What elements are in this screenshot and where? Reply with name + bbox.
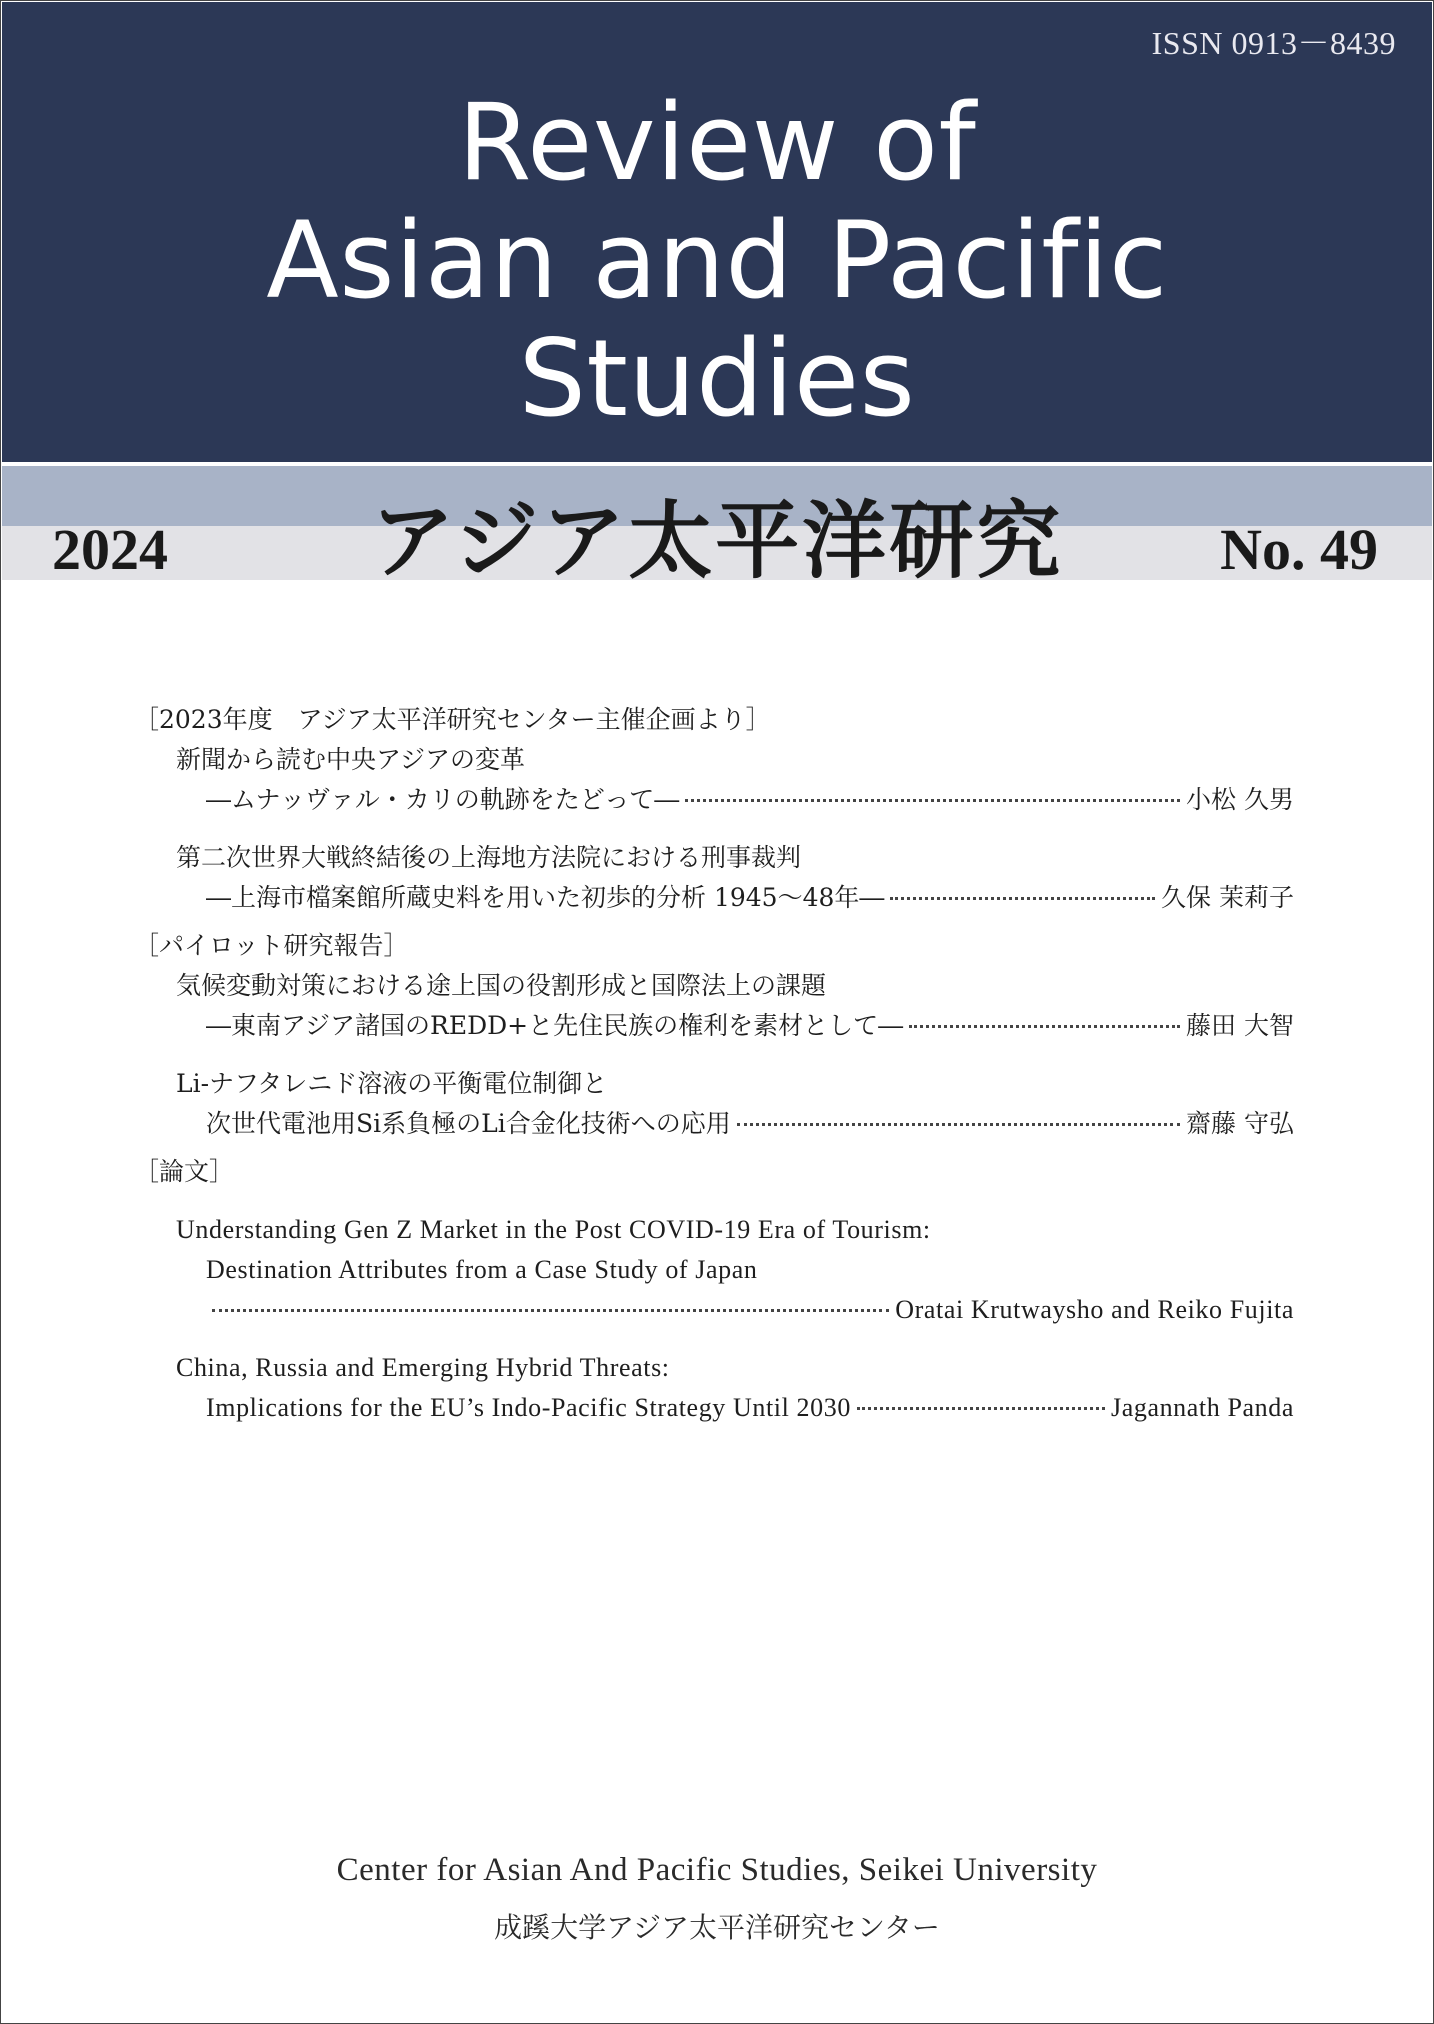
article-title: 新聞から読む中央アジアの変革 bbox=[176, 745, 526, 774]
article-subtitle: ―東南アジア諸国のREDD+と先住民族の権利を素材として― bbox=[206, 1011, 904, 1040]
issn-number: ISSN 0913－8439 bbox=[1151, 25, 1396, 61]
dot-leader bbox=[857, 1407, 1105, 1410]
section-heading: ［論文］ bbox=[134, 1157, 235, 1186]
article-title: 第二次世界大戦終結後の上海地方法院における刑事裁判 bbox=[176, 843, 802, 872]
article-byline bbox=[206, 780, 1294, 820]
article-author: Oratai Krutwaysho and Reiko Fujita bbox=[895, 1295, 1294, 1324]
article-subtitle: ―ムナッヴァル・カリの軌跡をたどって― bbox=[206, 785, 680, 814]
article-byline bbox=[206, 1006, 1294, 1046]
journal-title-line: Asian and Pacific bbox=[266, 199, 1168, 322]
title-banner bbox=[2, 2, 1432, 462]
issue-year: 2024 bbox=[52, 517, 168, 582]
toc-entry bbox=[176, 838, 1294, 918]
section-heading: ［2023年度 アジア太平洋研究センター主催企画より］ bbox=[134, 705, 771, 734]
dot-leader bbox=[909, 1025, 1180, 1028]
article-title: China, Russia and Emerging Hybrid Threats: bbox=[176, 1353, 670, 1382]
japanese-title: アジア太平洋研究 bbox=[370, 491, 1064, 590]
article-byline bbox=[206, 1388, 1294, 1428]
article-byline bbox=[206, 1104, 1294, 1144]
toc-entry bbox=[176, 1210, 1294, 1330]
publisher-name-english: Center for Asian And Pacific Studies, Seikei University bbox=[336, 1852, 1098, 1888]
article-byline bbox=[206, 878, 1294, 918]
article-author: 小松 久男 bbox=[1186, 785, 1294, 814]
toc-entry bbox=[176, 1064, 1294, 1144]
dot-leader bbox=[737, 1123, 1180, 1126]
article-title: 気候変動対策における途上国の役割形成と国際法上の課題 bbox=[176, 971, 827, 1000]
section-heading: ［パイロット研究報告］ bbox=[134, 931, 409, 960]
toc-entry bbox=[176, 1348, 1294, 1428]
journal-title-line: Studies bbox=[518, 317, 916, 440]
publisher-name-japanese: 成蹊大学アジア太平洋研究センター bbox=[494, 1911, 940, 1944]
toc-entry bbox=[176, 740, 1294, 820]
dot-leader bbox=[685, 799, 1180, 802]
article-author: 藤田 大智 bbox=[1186, 1011, 1294, 1040]
article-subtitle: ―上海市檔案館所蔵史料を用いた初歩的分析 1945～48年― bbox=[206, 883, 885, 912]
article-title: Understanding Gen Z Market in the Post COVID-19 Era of Tourism: bbox=[176, 1215, 931, 1244]
toc-entry bbox=[176, 966, 1294, 1046]
article-author: Jagannath Panda bbox=[1110, 1393, 1294, 1422]
issue-number: No. 49 bbox=[1220, 517, 1378, 582]
dot-leader bbox=[890, 897, 1155, 900]
article-author: 齋藤 守弘 bbox=[1186, 1109, 1294, 1138]
article-author: 久保 茉莉子 bbox=[1161, 883, 1294, 912]
article-title: Li-ナフタレニド溶液の平衡電位制御と bbox=[176, 1069, 608, 1098]
article-subtitle: 次世代電池用Si系負極のLi合金化技術への応用 bbox=[206, 1109, 731, 1138]
article-subtitle: Destination Attributes from a Case Study of Japan bbox=[206, 1255, 758, 1284]
article-subtitle: Implications for the EU’s Indo-Pacific Strategy Until 2030 bbox=[206, 1393, 851, 1422]
table-of-contents bbox=[134, 700, 1294, 1428]
journal-title bbox=[2, 81, 1432, 440]
journal-title-line: Review of bbox=[457, 81, 977, 204]
article-byline bbox=[206, 1290, 1294, 1330]
dot-leader bbox=[212, 1309, 889, 1312]
